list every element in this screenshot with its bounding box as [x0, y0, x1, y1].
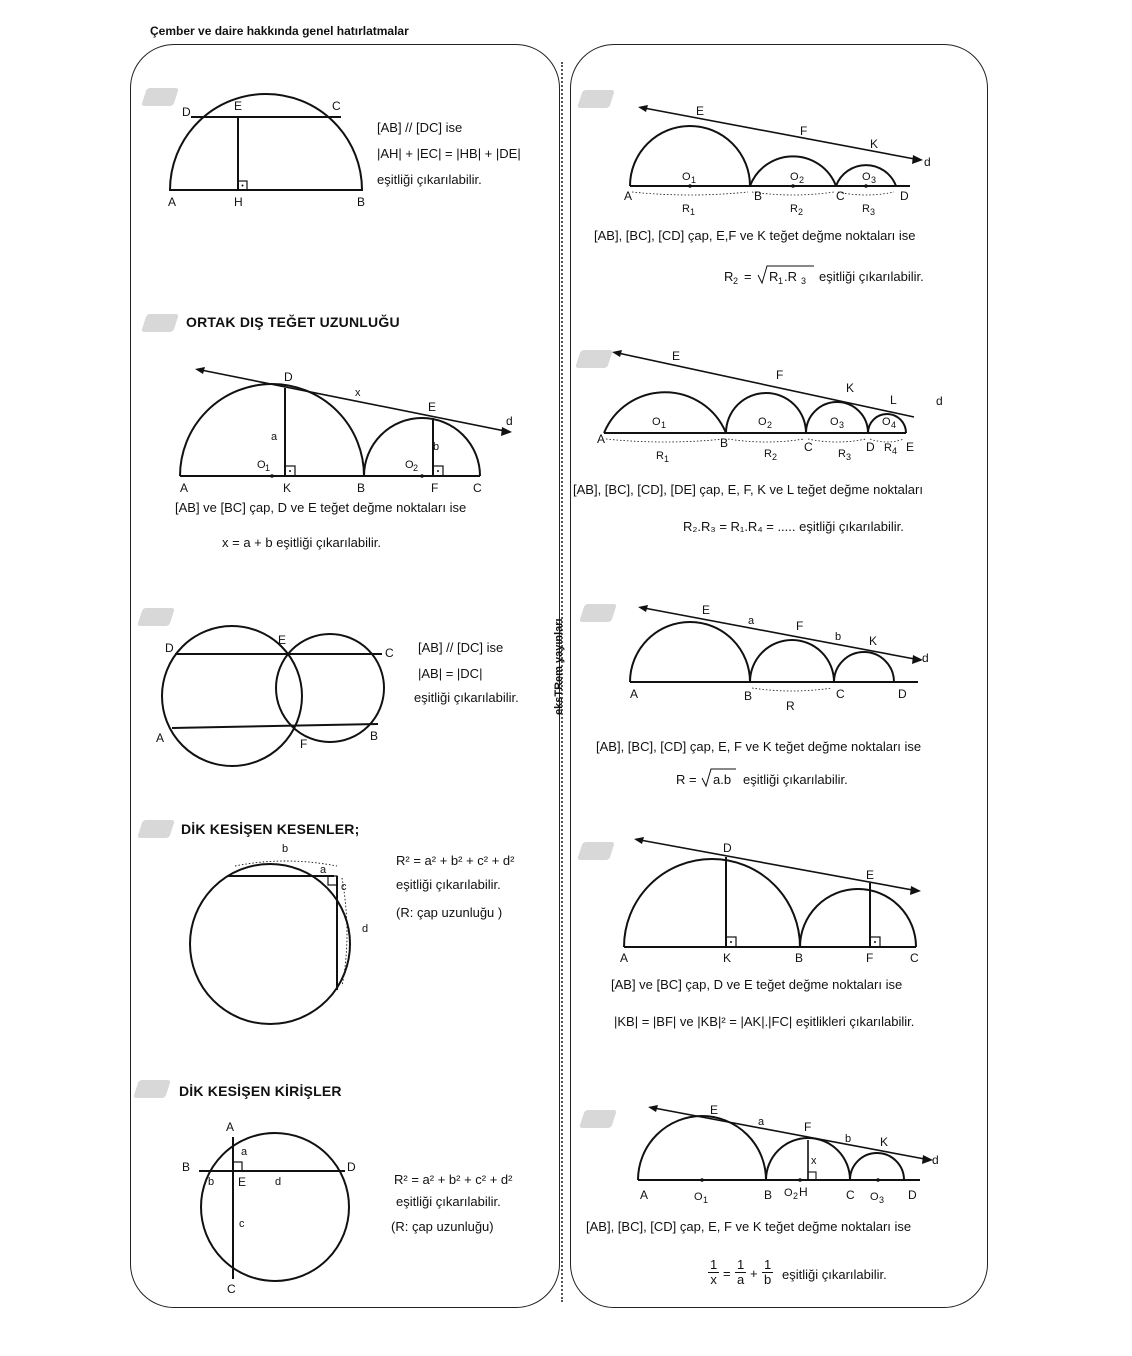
- s5-line3: (R: çap uzunluğu): [391, 1219, 494, 1234]
- publisher-side-text: eksTRem yayınları: [553, 618, 565, 715]
- figure-label: E: [710, 1103, 719, 1117]
- figure-label: O: [790, 171, 799, 183]
- figure-label: d: [362, 923, 369, 935]
- figure-label: d: [922, 651, 929, 665]
- figure-label: a: [241, 1146, 248, 1158]
- figure-label: E: [866, 868, 875, 882]
- s5-formula: R² = a² + b² + c² + d²: [394, 1172, 513, 1187]
- r2-caption: [AB], [BC], [CD], [DE] çap, E, F, K ve L teğet değme noktaları: [573, 482, 923, 497]
- s3-line3: eşitliği çıkarılabilir.: [414, 690, 519, 705]
- figure-label: 3: [846, 452, 852, 462]
- r4-formula: |KB| = |BF| ve |KB|² = |AK|.|FC| eşitlikleri çıkarılabilir.: [614, 1014, 915, 1029]
- figure-label: F: [796, 619, 804, 633]
- perpendicular-secants-figure: [180, 840, 380, 1020]
- page-header: Çember ve daire hakkında genel hatırlatmalar: [150, 24, 409, 38]
- figure-label: E: [238, 1175, 247, 1189]
- figure-label: 2: [413, 463, 419, 473]
- figure-label: 2: [793, 1191, 799, 1201]
- figure-label: b: [845, 1133, 852, 1145]
- figure-label: C: [910, 951, 919, 965]
- figure-label: B: [795, 951, 804, 965]
- figure-label: 1: [661, 420, 667, 430]
- figure-label: R: [862, 203, 870, 215]
- figure-label: K: [880, 1135, 889, 1149]
- figure-label: D: [898, 687, 907, 701]
- figure-label: d: [275, 1176, 282, 1188]
- figure-label: A: [597, 432, 606, 446]
- figure-label: B: [720, 436, 729, 450]
- section-title-common-tangent: ORTAK DIŞ TEĞET UZUNLUĞU: [186, 314, 400, 330]
- s2-caption: [AB] ve [BC] çap, D ve E teğet değme noktaları ise: [175, 500, 467, 515]
- figure-label: L: [890, 393, 897, 407]
- figure-label: 1: [703, 1195, 709, 1205]
- figure-label: A: [226, 1120, 235, 1134]
- r2-formula: R₂.R₃ = R₁.R₄ = ..... eşitliği çıkarılabilir.: [683, 519, 904, 534]
- figure-label: b: [433, 441, 440, 453]
- figure-label: B: [754, 189, 763, 203]
- figure-label: 3: [801, 276, 807, 286]
- figure-label: A: [624, 189, 633, 203]
- figure-label: 1: [691, 175, 697, 185]
- figure-label: B: [744, 689, 753, 703]
- figure-label: D: [866, 440, 875, 454]
- figure-label: 3: [871, 175, 877, 185]
- figure-label: F: [776, 368, 784, 382]
- s4-formula: R² = a² + b² + c² + d²: [396, 853, 515, 868]
- r1-caption: [AB], [BC], [CD] çap, E,F ve K teğet değme noktaları ise: [594, 228, 916, 243]
- figure-label: B: [764, 1188, 773, 1202]
- label-A: A: [168, 195, 177, 209]
- frac-plus: +: [750, 1266, 758, 1281]
- figure-label: F: [800, 124, 808, 138]
- page-number: 162: [527, 1290, 587, 1326]
- figure-label: D: [165, 641, 174, 655]
- figure-label: A: [640, 1188, 649, 1202]
- r5-formula-tail: eşitliği çıkarılabilir.: [782, 1267, 887, 1282]
- figure-label: E: [702, 603, 711, 617]
- figure-label: O: [682, 171, 691, 183]
- s1-line2: |AH| + |EC| = |HB| + |DE|: [377, 146, 521, 161]
- s4-line2: eşitliği çıkarılabilir.: [396, 877, 501, 892]
- s5-line2: eşitliği çıkarılabilir.: [396, 1194, 501, 1209]
- section-marker-icon: [137, 820, 175, 838]
- label-C: C: [332, 99, 341, 113]
- intersecting-circles-figure: [150, 620, 410, 760]
- figure-label: b: [208, 1176, 215, 1188]
- figure-label: K: [870, 137, 879, 151]
- label-B: B: [357, 195, 366, 209]
- figure-label: 1: [664, 454, 670, 464]
- figure-label: E: [696, 104, 705, 118]
- figure-label: B: [357, 481, 366, 495]
- section-marker-icon: [579, 1110, 617, 1128]
- figure-label: d: [936, 394, 943, 408]
- figure-label: 2: [799, 175, 805, 185]
- r4-caption: [AB] ve [BC] çap, D ve E teğet değme noktaları ise: [611, 977, 903, 992]
- figure-label: R =: [676, 772, 697, 787]
- figure-label: D: [284, 370, 293, 384]
- figure-label: F: [300, 737, 308, 751]
- figure-label: C: [836, 687, 845, 701]
- s2-formula: x = a + b eşitliği çıkarılabilir.: [222, 535, 381, 550]
- figure-label: E: [672, 349, 681, 363]
- s3-line1: [AB] // [DC] ise: [418, 640, 504, 655]
- figure-label: eşitliği çıkarılabilir.: [743, 772, 848, 787]
- figure-label: .R: [784, 269, 797, 284]
- figure-label: E: [906, 440, 915, 454]
- two-semicircles-tangent-figure: [175, 360, 525, 495]
- figure-label: O: [694, 1191, 703, 1203]
- semicircle-parallel-chords-figure: [160, 90, 390, 210]
- figure-label: x: [811, 1155, 817, 1167]
- figure-label: 4: [892, 446, 898, 456]
- figure-label: b: [835, 631, 842, 643]
- figure-label: O: [882, 416, 891, 428]
- figure-label: F: [866, 951, 874, 965]
- section-marker-icon: [579, 604, 617, 622]
- figure-label: R: [790, 203, 798, 215]
- figure-label: K: [723, 951, 732, 965]
- figure-label: 3: [879, 1195, 885, 1205]
- label-E: E: [234, 99, 243, 113]
- figure-label: C: [836, 189, 845, 203]
- figure-label: a: [320, 864, 327, 876]
- figure-label: 2: [798, 207, 804, 217]
- perpendicular-chords-figure: [175, 1115, 375, 1295]
- figure-label: b: [282, 843, 289, 855]
- figure-label: D: [900, 189, 909, 203]
- figure-label: 1: [778, 276, 784, 286]
- figure-label: R: [764, 448, 772, 460]
- section-marker-icon: [133, 1080, 171, 1098]
- figure-label: eşitliği çıkarılabilir.: [819, 269, 924, 284]
- figure-label: R: [682, 203, 690, 215]
- figure-label: A: [156, 731, 165, 745]
- figure-label: c: [239, 1218, 245, 1230]
- figure-label: a.b: [713, 772, 732, 787]
- r1-formula: [722, 262, 952, 292]
- figure-label: A: [180, 481, 189, 495]
- three-semicircles-figure: [620, 100, 950, 220]
- figure-label: 3: [870, 207, 876, 217]
- s4-line3: (R: çap uzunluğu ): [396, 905, 503, 920]
- figure-label: a: [271, 431, 278, 443]
- label-H: H: [234, 195, 243, 209]
- figure-label: 1: [265, 463, 271, 473]
- figure-label: E: [278, 633, 287, 647]
- figure-label: R: [656, 450, 664, 462]
- figure-label: O: [257, 459, 266, 471]
- figure-label: D: [347, 1160, 356, 1174]
- r3-caption: [AB], [BC], [CD] çap, E, F ve K teğet değme noktaları ise: [596, 739, 922, 754]
- figure-label: A: [620, 951, 629, 965]
- figure-label: O: [870, 1191, 879, 1203]
- figure-label: a: [758, 1116, 765, 1128]
- figure-label: A: [630, 687, 639, 701]
- figure-label: 2: [767, 420, 773, 430]
- figure-label: C: [227, 1282, 236, 1296]
- figure-label: 2: [772, 452, 778, 462]
- figure-label: O: [784, 1187, 793, 1199]
- r3-formula: [674, 765, 884, 793]
- figure-label: O: [405, 459, 414, 471]
- figure-label: R: [838, 448, 846, 460]
- section-marker-icon: [141, 314, 179, 332]
- figure-label: d: [932, 1153, 939, 1167]
- figure-label: E: [428, 400, 437, 414]
- three-semicircles-ab-figure: [620, 600, 950, 718]
- figure-label: D: [723, 841, 732, 855]
- figure-label: C: [846, 1188, 855, 1202]
- section-title-perpendicular-secants: DİK KESİŞEN KESENLER;: [181, 821, 360, 837]
- figure-label: =: [744, 269, 752, 284]
- figure-label: B: [182, 1160, 191, 1174]
- figure-label: d: [506, 414, 513, 428]
- frac-1-x: $\frac{1}{x}$: [710, 1257, 718, 1287]
- figure-label: c: [341, 881, 347, 893]
- figure-label: B: [370, 729, 379, 743]
- frac-1-b: $\frac{1}{b}$: [764, 1257, 772, 1287]
- figure-label: R: [769, 269, 779, 284]
- figure-label: H: [799, 1185, 808, 1199]
- figure-label: C: [804, 440, 813, 454]
- s3-line2: |AB| = |DC|: [418, 666, 483, 681]
- figure-label: a: [748, 615, 755, 627]
- figure-label: O: [758, 416, 767, 428]
- figure-label: 4: [891, 420, 897, 430]
- section-title-perpendicular-chords: DİK KESİŞEN KİRİŞLER: [179, 1083, 342, 1099]
- figure-label: F: [431, 481, 439, 495]
- section-marker-icon: [577, 90, 615, 108]
- four-semicircles-figure: [592, 345, 962, 470]
- s1-line3: eşitliği çıkarılabilir.: [377, 172, 482, 187]
- figure-label: O: [862, 171, 871, 183]
- figure-label: R: [786, 699, 795, 713]
- figure-label: 3: [839, 420, 845, 430]
- figure-label: 1: [690, 207, 696, 217]
- figure-label: O: [652, 416, 661, 428]
- figure-label: O: [830, 416, 839, 428]
- r5-caption: [AB], [BC], [CD] çap, E, F ve K teğet değme noktaları ise: [586, 1219, 912, 1234]
- figure-label: C: [385, 646, 394, 660]
- figure-label: K: [846, 381, 855, 395]
- figure-label: x: [355, 387, 361, 399]
- figure-label: R: [884, 442, 892, 454]
- figure-label: 2: [733, 276, 739, 286]
- figure-label: C: [473, 481, 482, 495]
- label-D: D: [182, 105, 191, 119]
- frac-eq: =: [723, 1266, 731, 1281]
- figure-label: R: [724, 269, 734, 284]
- figure-label: d: [924, 155, 931, 169]
- frac-1-a: $\frac{1}{a}$: [737, 1257, 745, 1287]
- figure-label: K: [283, 481, 292, 495]
- two-semicircles-heights-figure: [610, 835, 940, 970]
- s1-line1: [AB] // [DC] ise: [377, 120, 463, 135]
- figure-label: K: [869, 634, 878, 648]
- figure-label: F: [804, 1120, 812, 1134]
- three-semicircles-harmonic-figure: [630, 1100, 950, 1210]
- figure-label: D: [908, 1188, 917, 1202]
